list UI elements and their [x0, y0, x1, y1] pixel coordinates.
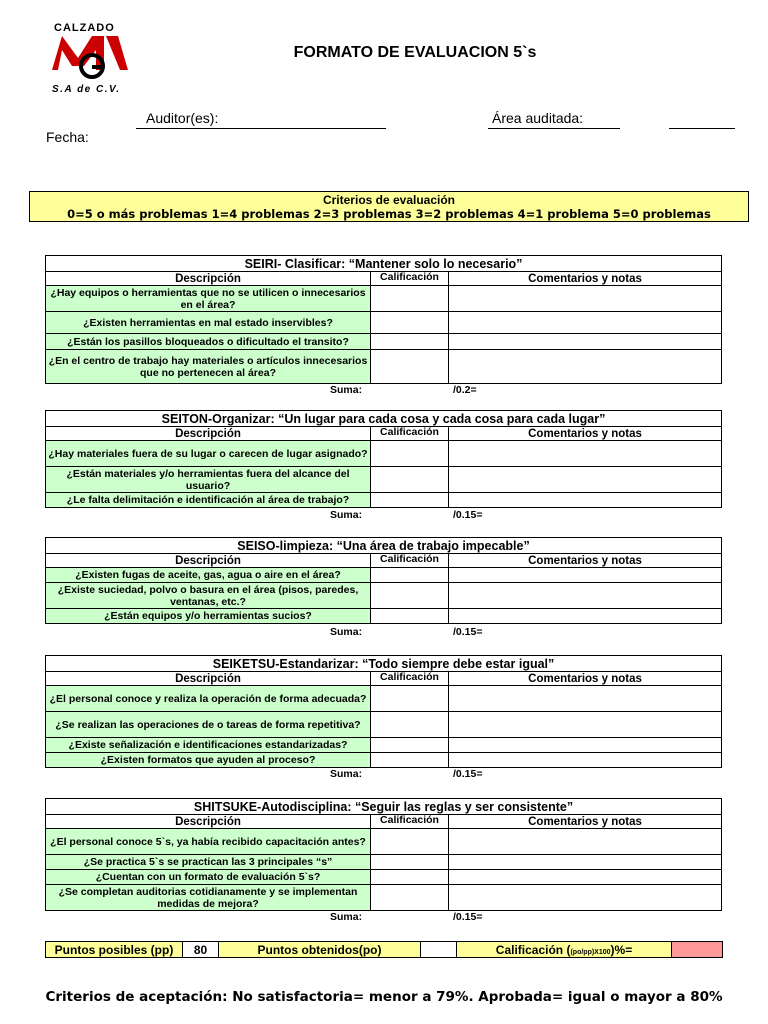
question: ¿Están equipos y/o herramientas sucios?	[46, 609, 371, 624]
question: ¿Se practica 5`s se practican las 3 principales “s”	[46, 855, 371, 870]
section-title: SEIRI- Clasificar: “Mantener solo lo necesario”	[46, 256, 722, 272]
logo-top-text: CALZADO	[54, 22, 115, 34]
score-cell[interactable]	[371, 738, 449, 753]
score-cell[interactable]	[371, 350, 449, 384]
question: ¿Existe suciedad, polvo o basura en el área (pisos, paredes, ventanas, etc.?	[46, 583, 371, 609]
col-desc-header: Descripción	[46, 272, 371, 286]
score-cell[interactable]	[371, 686, 449, 712]
section-title: SHITSUKE-Autodisciplina: “Seguir las reglas y ser consistente”	[46, 799, 722, 815]
acceptance-criteria: Criterios de aceptación: No satisfactoria= menor a 79%. Aprobada= igual o mayor a 80%	[45, 989, 723, 1005]
comment-cell[interactable]	[449, 441, 722, 467]
score-cell[interactable]	[371, 312, 449, 334]
comment-cell[interactable]	[449, 568, 722, 583]
section-seiton	[45, 410, 722, 508]
col-com-header: Comentarios y notas	[449, 815, 722, 829]
col-com-header: Comentarios y notas	[449, 672, 722, 686]
score-cell[interactable]	[371, 885, 449, 911]
suma-factor: /0.15=	[453, 509, 483, 521]
comment-cell[interactable]	[449, 286, 722, 312]
fecha-label: Fecha:	[46, 129, 89, 145]
question: ¿En el centro de trabajo hay materiales o artículos innecesarios que no pertenecen al área?	[46, 350, 371, 384]
col-com-header: Comentarios y notas	[449, 272, 722, 286]
section-title: SEISO-limpieza: “Una área de trabajo impecable”	[46, 538, 722, 554]
suma-label: Suma:	[330, 768, 363, 780]
question: ¿Existen herramientas en mal estado inservibles?	[46, 312, 371, 334]
col-desc-header: Descripción	[46, 554, 371, 568]
section-title: SEIKETSU-Estandarizar: “Todo siempre debe estar igual”	[46, 656, 722, 672]
col-cal-header: Calificación	[371, 272, 449, 286]
question: ¿Cuentan con un formato de evaluación 5`s?	[46, 870, 371, 885]
score-cell[interactable]	[371, 609, 449, 624]
comment-cell[interactable]	[449, 467, 722, 493]
question: ¿Se completan auditorias cotidianamente y se implementan medidas de mejora?	[46, 885, 371, 911]
score-cell[interactable]	[371, 712, 449, 738]
comment-cell[interactable]	[449, 753, 722, 768]
comment-cell[interactable]	[449, 334, 722, 350]
comment-cell[interactable]	[449, 583, 722, 609]
question: ¿Hay equipos o herramientas que no se utilicen o innecesarios en el área?	[46, 286, 371, 312]
score-cell[interactable]	[371, 441, 449, 467]
auditor-field[interactable]	[136, 128, 386, 129]
suma-factor: /0.2=	[453, 384, 477, 396]
score-cell[interactable]	[371, 583, 449, 609]
score-cell[interactable]	[371, 493, 449, 508]
section-title: SEITON-Organizar: “Un lugar para cada cosa y cada cosa para cada lugar”	[46, 411, 722, 427]
col-desc-header: Descripción	[46, 815, 371, 829]
question: ¿Están materiales y/o herramientas fuera del alcance del usuario?	[46, 467, 371, 493]
obtained-points-label: Puntos obtenidos(po)	[219, 942, 421, 958]
comment-cell[interactable]	[449, 686, 722, 712]
question: ¿El personal conoce 5`s, ya había recibido capacitación antes?	[46, 829, 371, 855]
points-table	[45, 941, 723, 958]
suma-label: Suma:	[330, 626, 363, 638]
score-cell[interactable]	[371, 467, 449, 493]
section-seiketsu	[45, 655, 722, 768]
area-field-extra[interactable]	[669, 128, 735, 129]
score-cell[interactable]	[371, 753, 449, 768]
col-desc-header: Descripción	[46, 427, 371, 441]
comment-cell[interactable]	[449, 609, 722, 624]
question: ¿Están los pasillos bloqueados o dificultado el transito?	[46, 334, 371, 350]
criteria-scale: 0=5 o más problemas 1=4 problemas 2=3 problemas 3=2 problemas 4=1 problema 5=0 problemas	[67, 207, 711, 221]
comment-cell[interactable]	[449, 312, 722, 334]
col-cal-header: Calificación	[371, 427, 449, 441]
auditor-label: Auditor(es):	[146, 110, 219, 126]
obtained-points-value[interactable]	[421, 942, 457, 958]
score-cell[interactable]	[371, 286, 449, 312]
question: ¿Hay materiales fuera de su lugar o carecen de lugar asignado?	[46, 441, 371, 467]
suma-factor: /0.15=	[453, 768, 483, 780]
score-cell[interactable]	[371, 870, 449, 885]
suma-factor: /0.15=	[453, 626, 483, 638]
criteria-heading: Criterios de evaluación	[322, 193, 456, 207]
col-com-header: Comentarios y notas	[449, 427, 722, 441]
grade-formula-label: Calificación ((po/pp)X100)%=	[457, 942, 672, 958]
question: ¿Existen formatos que ayuden al proceso?	[46, 753, 371, 768]
possible-points-value: 80	[183, 942, 219, 958]
col-com-header: Comentarios y notas	[449, 554, 722, 568]
suma-label: Suma:	[330, 384, 363, 396]
area-label: Área auditada:	[492, 110, 584, 126]
suma-label: Suma:	[330, 509, 363, 521]
page-title: FORMATO DE EVALUACION 5`s	[293, 44, 537, 61]
col-cal-header: Calificación	[371, 815, 449, 829]
score-cell[interactable]	[371, 855, 449, 870]
question: ¿Se realizan las operaciones de o tareas de forma repetitiva?	[46, 712, 371, 738]
score-cell[interactable]	[371, 334, 449, 350]
possible-points-label: Puntos posibles (pp)	[46, 942, 183, 958]
area-field[interactable]	[488, 128, 620, 129]
comment-cell[interactable]	[449, 829, 722, 855]
logo-bottom-text: S.A de C.V.	[52, 84, 121, 95]
grade-result-cell[interactable]	[672, 942, 723, 958]
comment-cell[interactable]	[449, 493, 722, 508]
suma-factor: /0.15=	[453, 911, 483, 923]
section-seiso	[45, 537, 722, 624]
question: ¿Existen fugas de aceite, gas, agua o aire en el área?	[46, 568, 371, 583]
comment-cell[interactable]	[449, 855, 722, 870]
suma-label: Suma:	[330, 911, 363, 923]
question: ¿Le falta delimitación e identificación al área de trabajo?	[46, 493, 371, 508]
section-shitsuke	[45, 798, 722, 911]
col-cal-header: Calificación	[371, 672, 449, 686]
comment-cell[interactable]	[449, 738, 722, 753]
score-cell[interactable]	[371, 568, 449, 583]
question: ¿Existe señalización e identificaciones estandarizadas?	[46, 738, 371, 753]
score-cell[interactable]	[371, 829, 449, 855]
question: ¿El personal conoce y realiza la operación de forma adecuada?	[46, 686, 371, 712]
comment-cell[interactable]	[449, 870, 722, 885]
comment-cell[interactable]	[449, 885, 722, 911]
col-cal-header: Calificación	[371, 554, 449, 568]
criteria-box	[29, 191, 749, 222]
col-desc-header: Descripción	[46, 672, 371, 686]
comment-cell[interactable]	[449, 350, 722, 384]
comment-cell[interactable]	[449, 712, 722, 738]
section-seiri	[45, 255, 722, 384]
